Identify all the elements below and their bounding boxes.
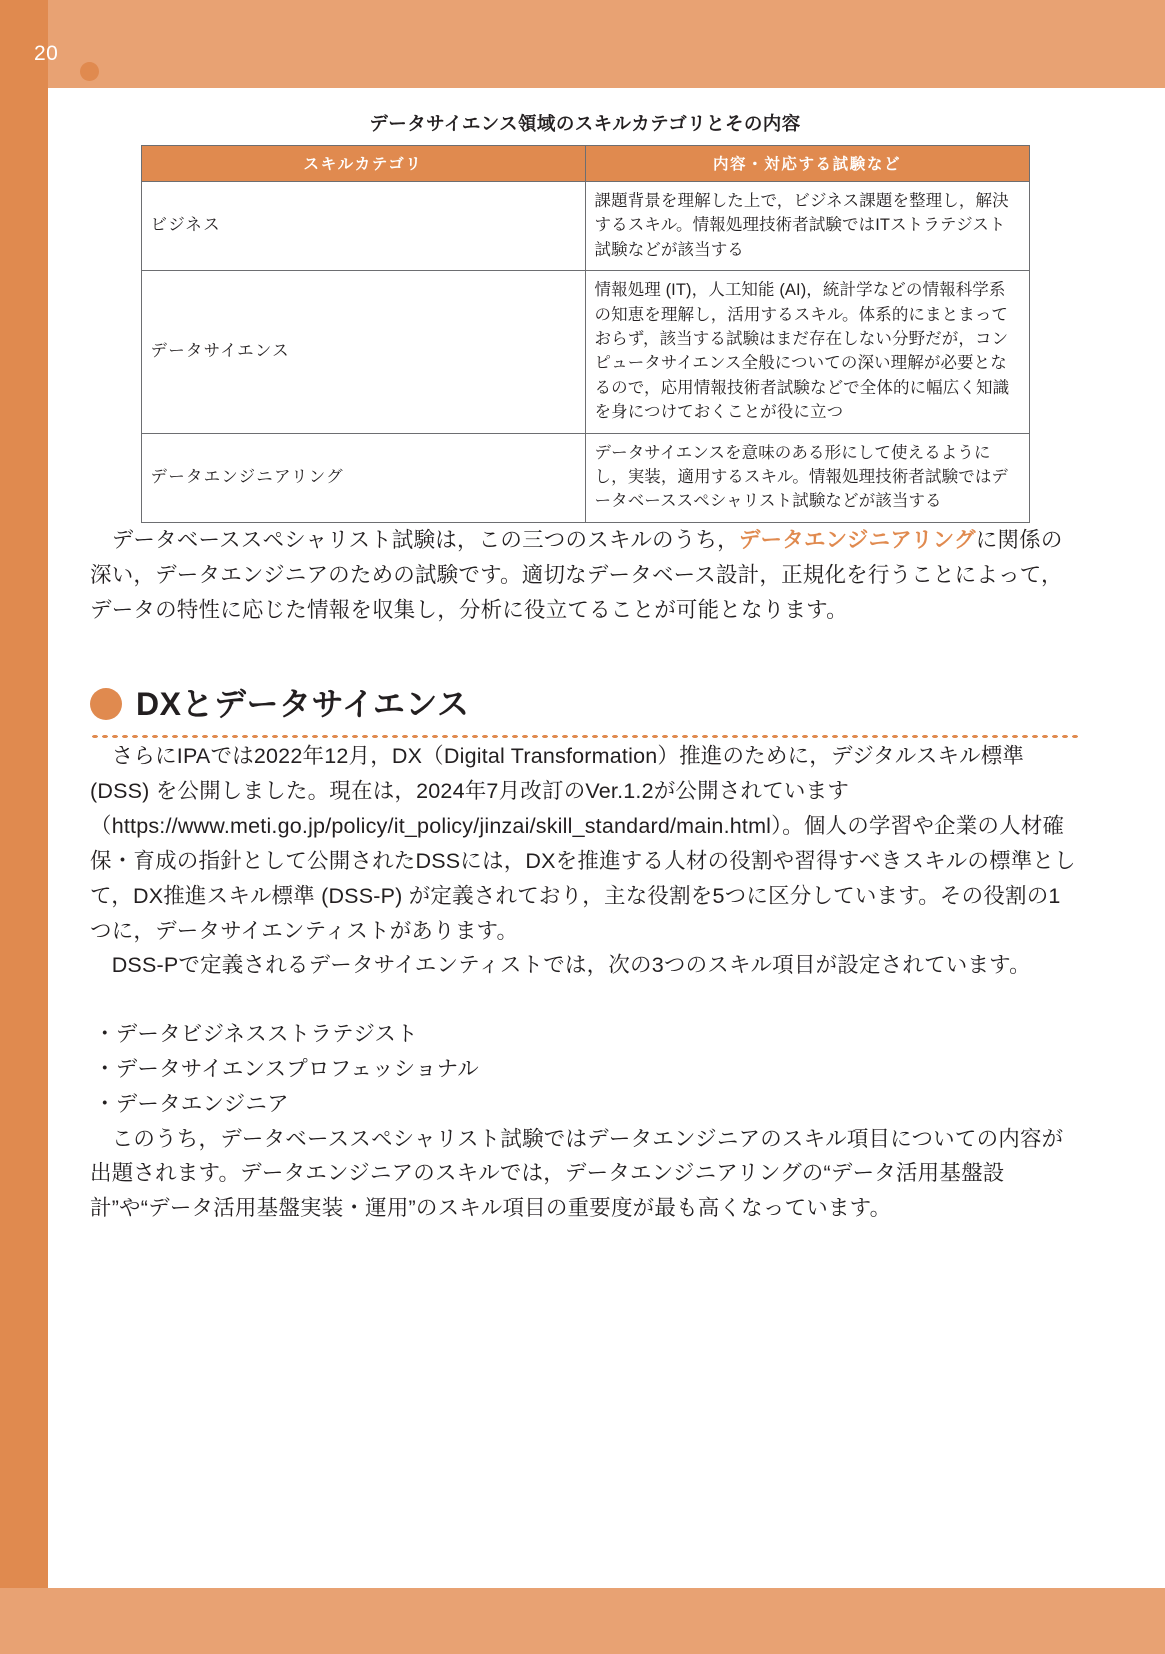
section-title: DXとデータサイエンス — [136, 686, 470, 723]
table-header-description: 内容・対応する試験など — [585, 146, 1029, 182]
page-bottom-decoration — [0, 1588, 1165, 1654]
table-row — [141, 433, 1029, 522]
list-item: ・データビジネスストラテジスト — [94, 1022, 418, 1047]
paragraph-dss-overview: さらにIPAでは2022年12月，DX（Digital Transformation）推進のために，デジタルスキル標準 (DSS) を公開しました。現在は，2024年7月改訂のVer.1.2が公開されています（https://www.meti.go.jp/policy/it_policy/jinzai/skill_standard/main.html）。個人の学習や企業の人材確保・育成の指針として公開されたDSSには，DXを推進する人材の役割や習得すべきスキルの標準として，DX推進スキル標準 (DSS-P) が定義されており，主な役割を5つに区分しています。その役割の1つに，データサイエンティストがあります。 — [90, 744, 1076, 943]
paragraph-1-highlight: データエンジニアリング — [738, 527, 976, 552]
page-top-decoration — [0, 0, 1165, 88]
page-left-decoration — [0, 0, 48, 1654]
page-content — [90, 110, 1080, 1226]
page-number: 20 — [34, 42, 59, 65]
table-cell-description: 情報処理 (IT)，人工知能 (AI)，統計学などの情報科学系の知恵を理解し，活用するスキル。体系的にまとまっておらず，該当する試験はまだ存在しない分野だが，コンピュータサイエンス全般についての深い理解が必要となるので，応用情報技術者試験などで全体的に幅広く知識を身につけておくことが役に立つ — [585, 271, 1029, 433]
table-row — [141, 182, 1029, 271]
skill-item-list — [90, 1017, 1080, 1121]
table-cell-category: ビジネス — [141, 182, 585, 271]
table-caption: データサイエンス領域のスキルカテゴリとその内容 — [369, 113, 801, 134]
table-cell-category: データサイエンス — [141, 271, 585, 433]
list-item: ・データサイエンスプロフェッショナル — [94, 1056, 480, 1081]
paragraph-1-rest: に関係の深い，データエンジニアのための試験です。適切なデータベース設計，正規化を行うことによって，データの特性に応じた情報を収集し，分析に役立てることが可能となります。 — [90, 527, 1063, 622]
table-cell-description: 課題背景を理解した上で，ビジネス課題を整理し，解決するスキル。情報処理技術者試験ではITストラテジスト試験などが該当する — [585, 182, 1029, 271]
table-header-row — [141, 146, 1029, 182]
section-heading — [90, 679, 1080, 725]
skill-category-table — [141, 145, 1030, 523]
paragraph-dssp-skills: DSS-Pで定義されるデータサイエンティストでは，次の3つのスキル項目が設定されています。 — [90, 953, 1031, 978]
paragraph-data-engineer-focus: このうち，データベーススペシャリスト試験ではデータエンジニアのスキル項目についての内容が出題されます。データエンジニアのスキルでは，データエンジニアリングの“データ活用基盤設計”や“データ活用基盤実装・運用”のスキル項目の重要度が最も高くなっています。 — [90, 1126, 1064, 1221]
list-item: ・データエンジニア — [94, 1091, 289, 1116]
table-cell-category: データエンジニアリング — [141, 433, 585, 522]
paragraph-database-specialist — [90, 523, 1080, 627]
table-row — [141, 271, 1029, 433]
table-cell-description: データサイエンスを意味のある形にして使えるようにし，実装，適用するスキル。情報処理技術者試験ではデータベーススペシャリスト試験などが該当する — [585, 433, 1029, 522]
page-left-inner-margin — [48, 88, 62, 1588]
table-header-category: スキルカテゴリ — [141, 146, 585, 182]
page-number-dot-icon — [80, 62, 99, 81]
paragraph-1-lead: データベーススペシャリスト試験は，この三つのスキルのうち， — [90, 527, 739, 552]
circle-bullet-icon — [90, 688, 122, 720]
